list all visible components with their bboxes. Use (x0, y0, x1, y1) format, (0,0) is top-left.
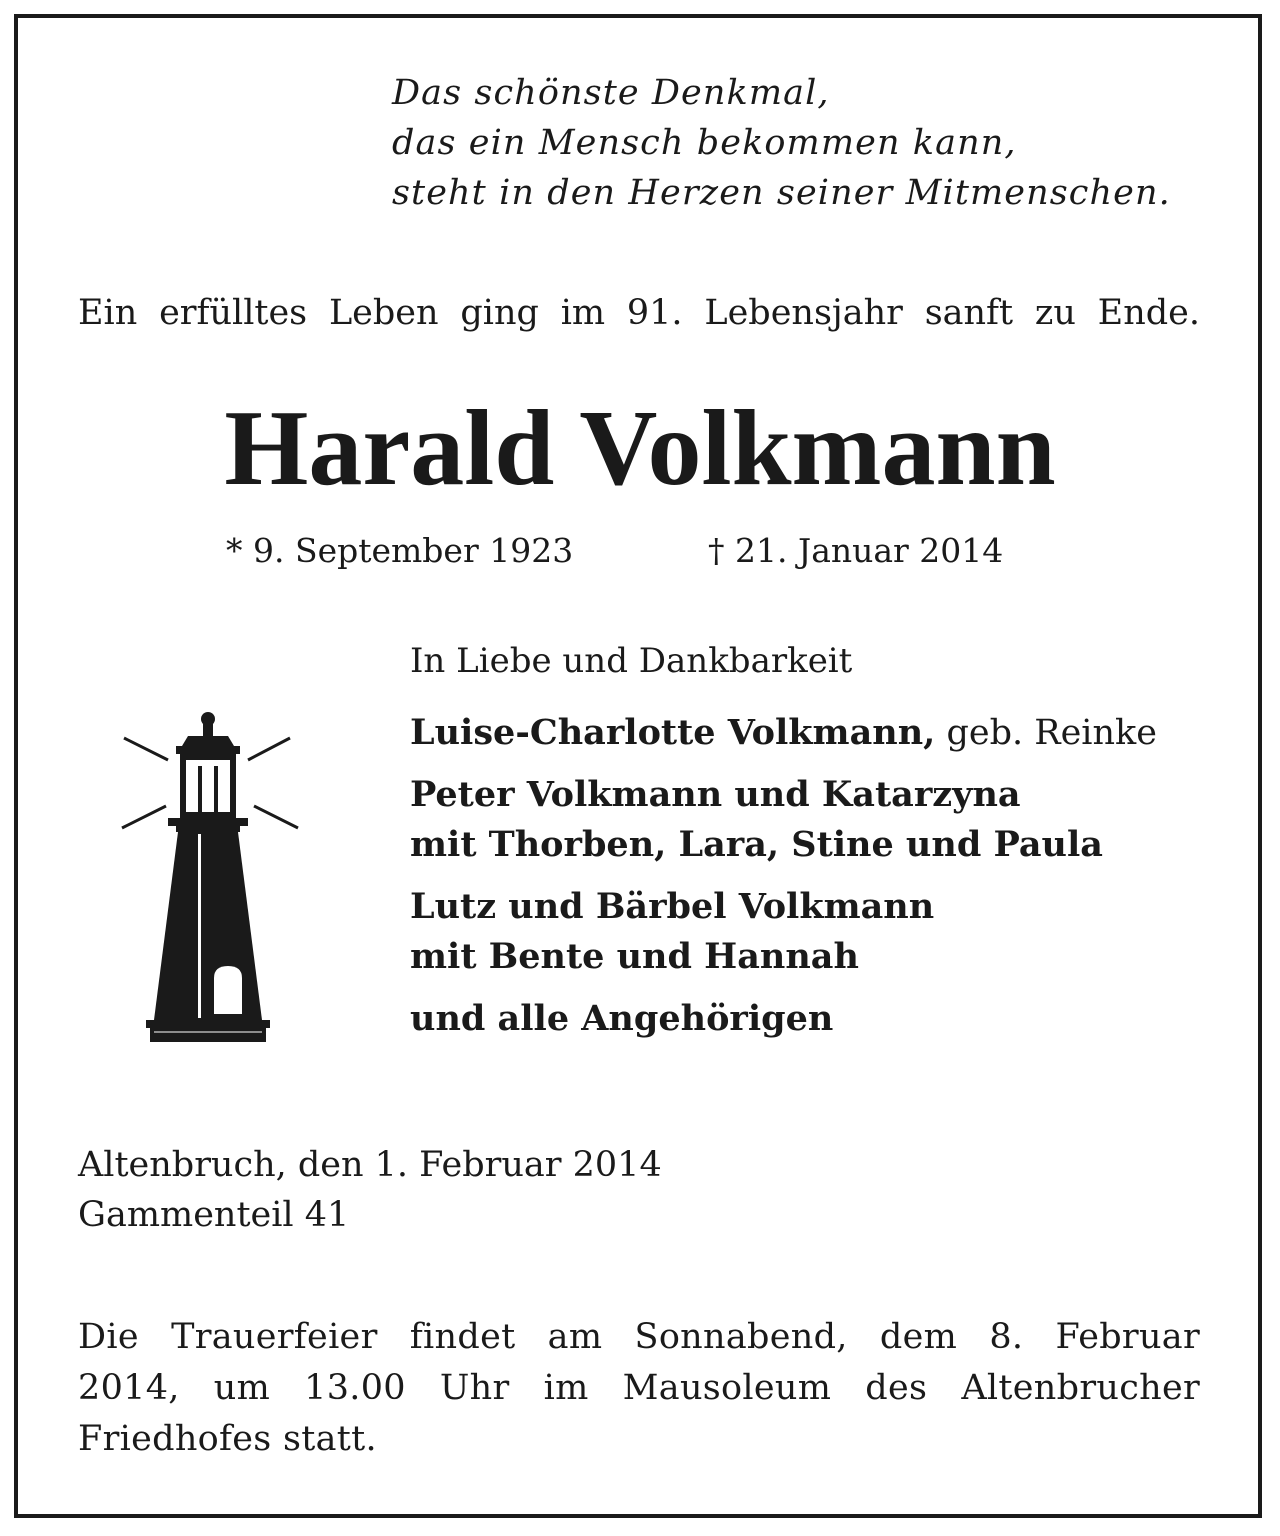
death-date: † 21. Januar 2014 (708, 531, 1004, 570)
wife-name: Luise-Charlotte Volkmann, (410, 712, 936, 753)
wife-maiden-name: geb. Reinke (935, 713, 1157, 753)
mourner-grandchildren-2: mit Bente und Hannah (410, 936, 859, 977)
ceremony-line: Die Trauerfeier findet am Sonnabend, dem 8. Februar (78, 1317, 1200, 1357)
mourner-wife (410, 708, 1157, 758)
memorial-quote (392, 68, 1171, 218)
quote-line: Das schönste Denkmal, (392, 73, 830, 113)
place-date-line: Altenbruch, den 1. Februar 2014 (78, 1145, 662, 1185)
place-and-date (78, 1140, 662, 1240)
mourner-son-1: Peter Volkmann und Katarzyna (410, 774, 1021, 815)
quote-line: steht in den Herzen seiner Mitmenschen. (392, 173, 1171, 213)
dedication-text: In Liebe und Dankbarkeit (410, 641, 853, 681)
birth-date: * 9. September 1923 (226, 531, 574, 570)
mourners-list (410, 708, 1157, 1044)
address-line: Gammenteil 41 (78, 1195, 350, 1235)
mourner-others: und alle Angehörigen (410, 998, 834, 1039)
intro-text: Ein erfülltes Leben ging im 91. Lebensjahr sanft zu Ende. (78, 293, 1200, 333)
lighthouse-icon (118, 708, 302, 1048)
ceremony-line: Friedhofes statt. (78, 1419, 377, 1459)
ceremony-info (78, 1312, 1200, 1465)
mourner-grandchildren-1: mit Thorben, Lara, Stine und Paula (410, 824, 1103, 865)
mourner-son-2: Lutz und Bärbel Volkmann (410, 886, 935, 927)
ceremony-line: 2014, um 13.00 Uhr im Mausoleum des Altenbrucher (78, 1368, 1200, 1408)
deceased-name: Harald Volkmann (224, 389, 1056, 508)
quote-line: das ein Mensch bekommen kann, (392, 123, 1017, 163)
